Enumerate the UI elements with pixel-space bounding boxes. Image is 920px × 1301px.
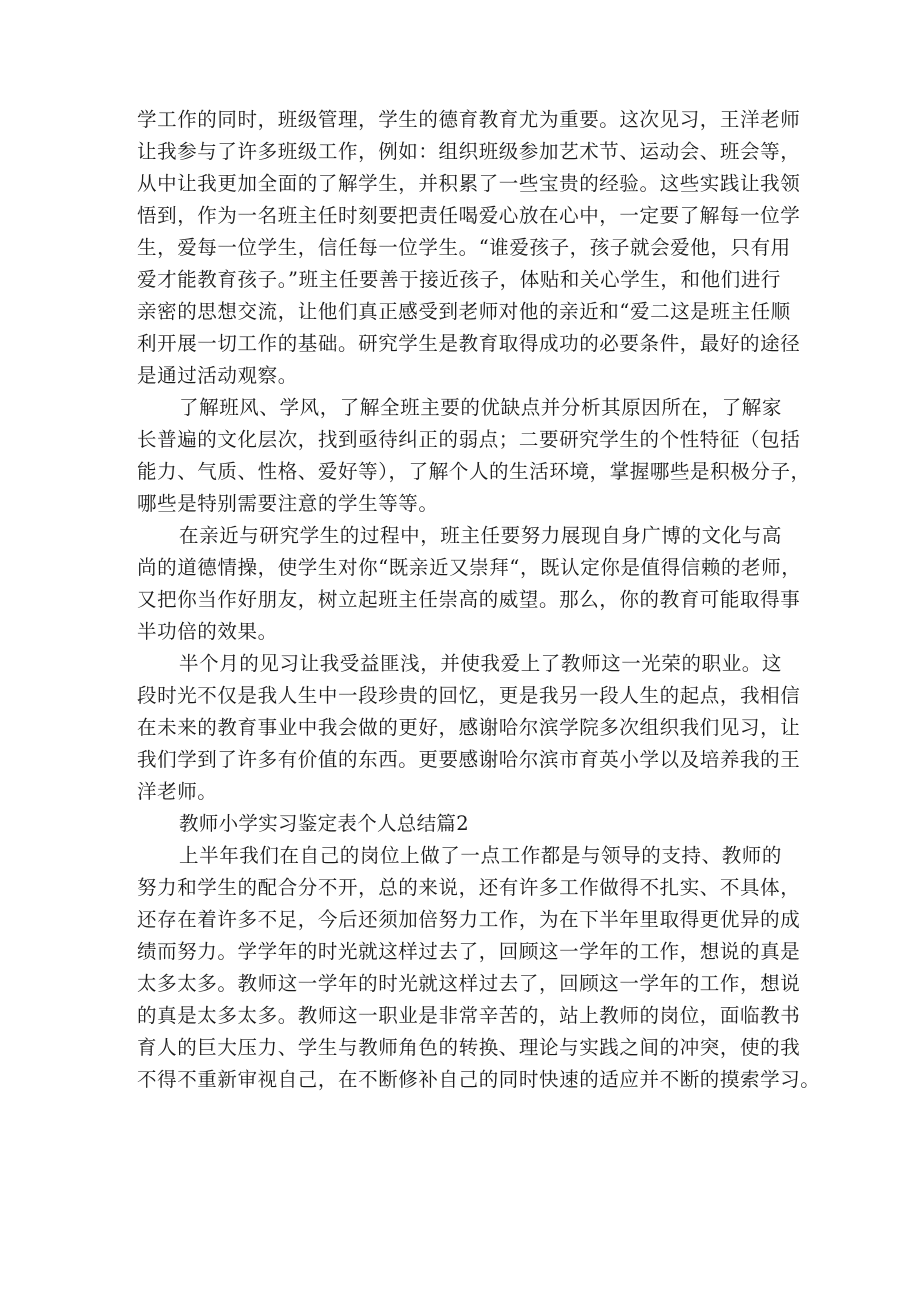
paragraph-conclusion bbox=[137, 648, 801, 808]
text-line: 了解班风、学风，了解全班主要的优缺点并分析其原因所在，了解家 bbox=[179, 396, 783, 419]
section-heading: 教师小学实习鉴定表个人总结篇2 bbox=[179, 812, 469, 835]
text-line: 学工作的同时，班级管理，学生的德育教育尤为重要。这次见习，王洋老师 bbox=[137, 108, 801, 131]
text-line: 在未来的教育事业中我会做的更好，感谢哈尔滨学院多次组织我们见习，让 bbox=[137, 716, 801, 739]
text-line: 让我参与了许多班级工作，例如：组织班级参加艺术节、运动会、班会等， bbox=[137, 140, 801, 163]
paragraph-understand-class bbox=[137, 392, 811, 520]
text-line: 亲密的思想交流，让他们真正感受到老师对他的亲近和“爱二这是班主任顺 bbox=[137, 300, 791, 323]
text-line: 努力和学生的配合分不开，总的来说，还有许多工作做得不扎实、不具体， bbox=[137, 876, 801, 899]
text-line: 是通过活动观察。 bbox=[137, 364, 298, 387]
text-line: 洋老师。 bbox=[137, 780, 218, 803]
text-line: 太多太多。教师这一学年的时光就这样过去了，回顾这一学年的工作，想说 bbox=[137, 972, 801, 995]
text-line: 生，爱每一位学生，信任每一位学生。“谁爱孩子，孩子就会爱他，只有用 bbox=[137, 236, 791, 259]
text-line: 的真是太多太多。教师这一职业是非常辛苦的，站上教师的岗位，面临教书 bbox=[137, 1004, 801, 1027]
text-line: 上半年我们在自己的岗位上做了一点工作都是与领导的支持、教师的 bbox=[179, 844, 783, 867]
text-line: 爱才能教育孩子。”班主任要善于接近孩子，体贴和关心学生，和他们进行 bbox=[137, 268, 782, 291]
paragraph-class-management bbox=[137, 104, 801, 392]
text-line: 半个月的见习让我受益匪浅，并使我爱上了教师这一光荣的职业。这 bbox=[179, 652, 783, 675]
text-line: 育人的巨大压力、学生与教师角色的转换、理论与实践之间的冲突，使的我 bbox=[137, 1036, 801, 1059]
text-line: 哪些是特别需要注意的学生等等。 bbox=[137, 492, 439, 515]
text-line: 尚的道德情操，使学生对你“既亲近又崇拜“，既认定你是值得信赖的老师， bbox=[137, 556, 802, 579]
text-line: 从中让我更加全面的了解学生，并积累了一些宝贵的经验。这些实践让我领 bbox=[137, 172, 801, 195]
text-line: 半功倍的效果。 bbox=[137, 620, 278, 643]
document-page bbox=[137, 104, 821, 1096]
text-line: 利开展一切工作的基础。研究学生是教育取得成功的必要条件，最好的途径 bbox=[137, 332, 801, 355]
text-line: 在亲近与研究学生的过程中，班主任要努力展现自身广博的文化与高 bbox=[179, 524, 783, 547]
text-line: 能力、气质、性格、爱好等），了解个人的生活环境，掌握哪些是积极分子， bbox=[137, 460, 811, 483]
text-line: 长普遍的文化层次，找到亟待纠正的弱点；二要研究学生的个性特征（包括 bbox=[137, 428, 801, 451]
text-line: 不得不重新审视自己，在不断修补自己的同时快速的适应并不断的摸索学习。 bbox=[137, 1068, 821, 1091]
text-line: 又把你当作好朋友，树立起班主任崇高的威望。那么，你的教育可能取得事 bbox=[137, 588, 801, 611]
text-line: 段时光不仅是我人生中一段珍贵的回忆，更是我另一段人生的起点，我相信 bbox=[137, 684, 801, 707]
text-line: 我们学到了许多有价值的东西。更要感谢哈尔滨市育英小学以及培养我的王 bbox=[137, 748, 801, 771]
paragraph-teacher-image bbox=[137, 520, 802, 648]
paragraph-half-year bbox=[137, 840, 821, 1096]
text-line: 悟到，作为一名班主任时刻要把责任喝爱心放在心中，一定要了解每一位学 bbox=[137, 204, 801, 227]
text-line: 绩而努力。学学年的时光就这样过去了，回顾这一学年的工作，想说的真是 bbox=[137, 940, 801, 963]
text-line: 还存在着许多不足，今后还须加倍努力工作，为在下半年里取得更优异的成 bbox=[137, 908, 801, 931]
